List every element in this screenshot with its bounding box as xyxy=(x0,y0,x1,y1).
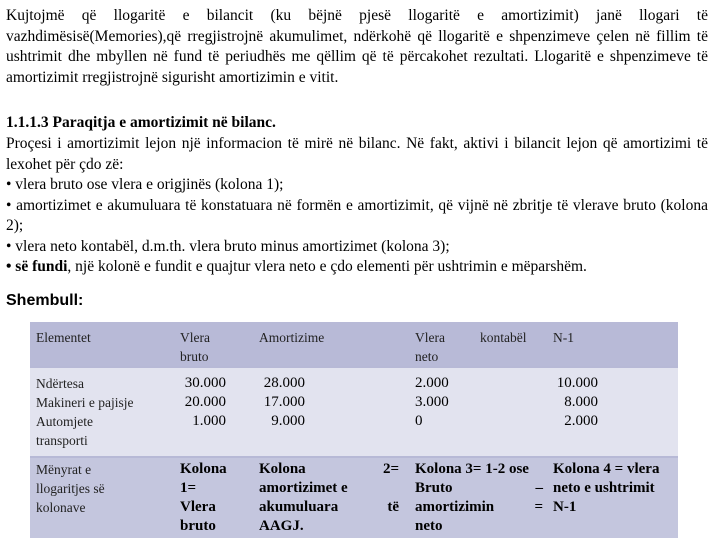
table-cell: Kolona 4 = vlera xyxy=(553,461,660,477)
table-cell-line xyxy=(259,517,399,536)
table-cell: 0 xyxy=(415,413,423,429)
example-table xyxy=(30,322,678,538)
table-cell: 2.000 xyxy=(415,375,449,391)
row2-kolona-3 xyxy=(415,460,543,536)
table-cell: 9.000 xyxy=(271,413,305,429)
table-cell: 1= xyxy=(180,480,197,496)
table-cell-line xyxy=(415,460,543,479)
row1-amortizime xyxy=(259,374,305,431)
cell-text: Bruto xyxy=(415,480,453,496)
bullet-text: , një kolonë e fundit e quajtur vlera neto e çdo elementi për ushtrimin e mëparshëm. xyxy=(67,258,587,275)
table-cell: Kolona xyxy=(180,461,227,477)
table-cell: kolonave xyxy=(36,500,86,515)
table-cell: Ndërtesa xyxy=(36,376,84,391)
table-cell: llogaritjes së xyxy=(36,481,105,496)
table-cell: Makineri e pajisje xyxy=(36,395,134,410)
table-cell-line xyxy=(415,517,543,536)
cell-text: neto xyxy=(415,518,443,534)
cell-text: Kolona 3= 1-2 ose xyxy=(415,461,529,477)
section-body xyxy=(6,134,708,278)
row1-vlera-neto xyxy=(415,374,475,431)
table-header-row xyxy=(30,322,678,366)
row2-kolona-1 xyxy=(180,460,242,536)
cell-text: Kolona xyxy=(259,461,306,477)
cell-text: amortizimin xyxy=(415,499,495,515)
cell-text: = xyxy=(534,499,543,515)
cell-text: akumuluara xyxy=(259,499,339,515)
section-heading: 1.1.1.3 Paraqitja e amortizimit në bilanc. xyxy=(6,114,276,131)
cell-text: të xyxy=(387,499,399,515)
example-label: Shembull: xyxy=(6,292,84,309)
cell-text: 2= xyxy=(382,461,399,477)
table-cell: 10.000 xyxy=(556,375,598,391)
table-cell: N-1 xyxy=(553,499,577,515)
table-cell-line xyxy=(415,479,543,498)
intro-paragraph: Kujtojmë që llogaritë e bilancit (ku bëjnë pjesë llogaritë e amortizimit) janë llogari të vazhdimësisë(Memories),që rregjistrojnë akumulimet, ndërkohë që llogaritë e shpenzimeve çelen në fillim të ushtrimit dhe mbyllen në fund të periudhës me qëllim që të përcakohet rezultati. Llogaritë e shpenzimeve të amortizimit rregjistrojnë sigurisht amortizimin e vitit. xyxy=(6,7,708,86)
header-vlera-bruto: Vlera bruto xyxy=(180,330,210,364)
table-cell: bruto xyxy=(180,518,216,534)
table-cell: transporti xyxy=(36,433,88,448)
table-cell: 20.000 xyxy=(184,394,226,410)
row1-n-1 xyxy=(553,374,598,431)
bullet-item-last xyxy=(6,257,708,278)
header-elementet: Elementet xyxy=(36,330,91,345)
table-cell: Mënyrat e xyxy=(36,462,92,477)
bullet-item: • vlera neto kontabël, d.m.th. vlera bruto minus amortizimet (kolona 3); xyxy=(6,237,450,255)
row1-vlera-bruto xyxy=(180,374,226,431)
header-kontabel: kontabël xyxy=(480,330,527,345)
section-intro: Proçesi i amortizimit lejon një informacion të mirë në bilanc. Në fakt, aktivi i bilancit lejon që amortizimi të lexohet për çdo zë: xyxy=(6,135,708,173)
bullet-prefix: • së fundi xyxy=(6,258,68,275)
cell-text: AAGJ. xyxy=(259,518,304,534)
header-n-1: N-1 xyxy=(553,330,574,345)
table-cell-line xyxy=(259,460,399,479)
header-amortizime: Amortizime xyxy=(259,330,325,345)
row2-menyrat xyxy=(36,460,176,517)
table-cell-line xyxy=(259,498,399,517)
row1-elements xyxy=(36,374,176,450)
row2-kolona-2 xyxy=(259,460,399,536)
table-cell: neto e ushtrimit xyxy=(553,480,655,496)
table-cell: 2.000 xyxy=(564,413,598,429)
bullet-item: • vlera bruto ose vlera e origjinës (kolona 1); xyxy=(6,176,284,193)
row2-kolona-4 xyxy=(553,460,675,517)
table-cell: Vlera xyxy=(180,499,216,515)
table-cell: 3.000 xyxy=(415,394,449,410)
table-cell-line xyxy=(259,479,399,498)
header-vlera-neto: Vlera neto xyxy=(415,330,445,364)
cell-text: amortizimet e xyxy=(259,480,348,496)
bullet-item: • amortizimet e akumuluara të konstatuara në formën e amortizimit, që vijnë në zbritje të vlerave bruto (kolona 2); xyxy=(6,196,708,234)
table-cell: 17.000 xyxy=(263,394,305,410)
table-cell: 28.000 xyxy=(263,375,305,391)
table-cell: 8.000 xyxy=(564,394,598,410)
table-cell-line xyxy=(415,498,543,517)
table-cell: 30.000 xyxy=(184,375,226,391)
cell-text: – xyxy=(535,480,543,496)
table-cell: 1.000 xyxy=(192,413,226,429)
table-cell: Automjete xyxy=(36,414,93,429)
